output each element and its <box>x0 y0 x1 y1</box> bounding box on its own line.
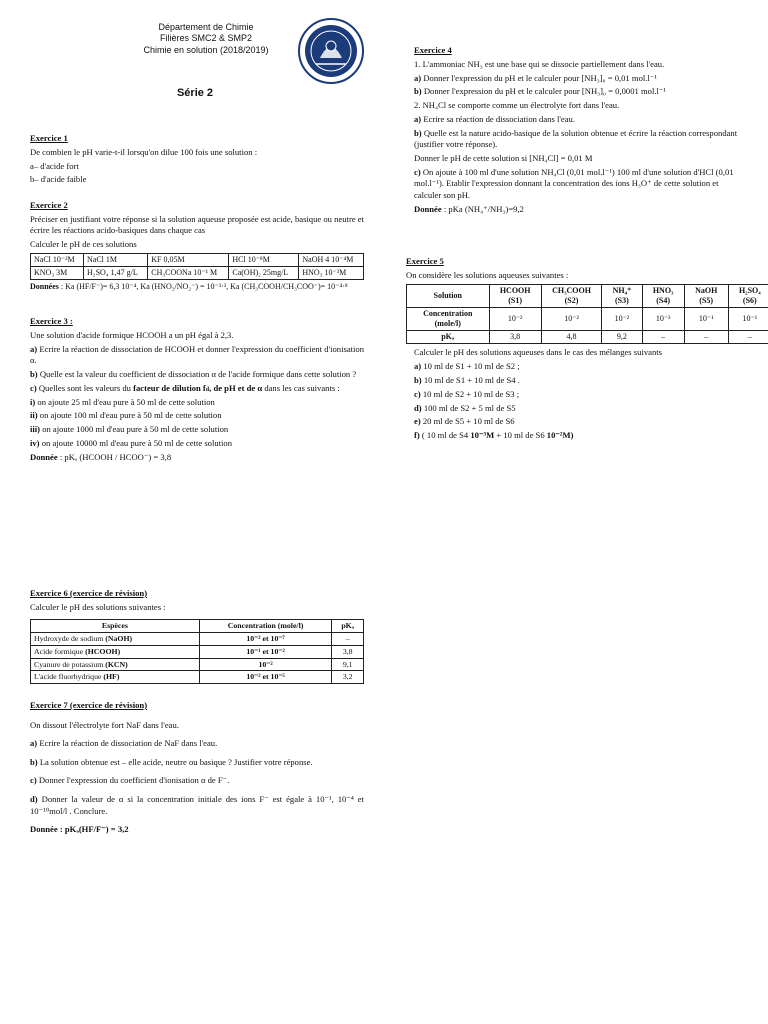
species-name: Cyanure de potassium <box>34 659 104 669</box>
table-cell: 10⁻² <box>199 658 332 671</box>
item-label: ii) <box>30 410 38 421</box>
exercise-2-title: Exercice 2 <box>30 200 68 210</box>
exercise-1-question: De combien le pH varie-t-il lorsqu'on dilue 100 fois une solution : <box>30 146 258 157</box>
data-values: : pKₐ (HCOOH / HCOO⁻) = 3,8 <box>59 451 172 462</box>
item-text: Donner l'expression du pH et le calculer pour [NH₃]₀ = 0,01 mol.l⁻¹ <box>423 72 657 83</box>
item-label: b) <box>414 374 422 385</box>
exercise-5 <box>406 256 761 444</box>
item-label: c) <box>30 382 37 393</box>
item-label: b) <box>414 127 422 138</box>
item-label: a) <box>414 113 422 124</box>
table-cell: 4,8 <box>541 331 601 344</box>
item-text: on ajoute 10000 ml d'eau pure à 50 ml de cette solution <box>41 437 233 448</box>
exercise-3-i <box>30 397 364 409</box>
table-header: Concentration (mole/l) <box>199 620 332 633</box>
item-label: e) <box>414 416 421 427</box>
species-formula: (HCOOH) <box>85 646 121 656</box>
table-cell: 10⁻² et 10⁻⁷ <box>199 633 332 646</box>
exercise-6-title: Exercice 6 (exercice de révision) <box>30 588 148 598</box>
programs: Filières SMC2 & SMP2 <box>159 33 253 44</box>
table-cell: HNO₃ 10⁻³M <box>299 266 364 279</box>
item-text: 20 ml de S5 + 10 ml de S6 <box>422 416 515 427</box>
species-formula: (HF) <box>103 672 120 682</box>
table-header: HNO₃ (S4) <box>642 285 684 308</box>
species-name: Hydroxyde de sodium <box>34 634 104 644</box>
data-values: : Ka (HF/F⁻)= 6,3 10⁻⁴, Ka (HNO₂/NO₂⁻) = 10⁻³·³, Ka (CH₃COOH/CH₃COO⁻)= 10⁻⁴·⁸ <box>60 281 348 291</box>
table-cell: HCl 10⁻⁸M <box>229 253 299 266</box>
table-cell: 10⁻² <box>489 308 541 331</box>
table-cell: 9,1 <box>332 658 364 671</box>
table-row <box>407 331 768 344</box>
exercise-4-c2 <box>414 167 740 202</box>
species-formula: (KCN) <box>105 659 128 669</box>
item-label: iv) <box>30 437 40 448</box>
exercise-5-item-c <box>414 389 742 401</box>
exercise-3-title: Exercice 3 : <box>30 316 73 326</box>
item-text: dans les cas suivants : <box>264 382 340 393</box>
exercise-7-a <box>30 738 364 750</box>
exercise-6-intro: Calculer le pH des solutions suivantes : <box>30 601 166 612</box>
item-label: a) <box>30 343 38 354</box>
table-row <box>31 253 364 266</box>
table-row-label: Concentration (mole/l) <box>407 308 490 331</box>
table-row <box>31 266 364 279</box>
exercise-7-title: Exercice 7 (exercice de révision) <box>30 700 148 710</box>
table-cell: – <box>332 633 364 646</box>
university-logo <box>298 18 364 84</box>
table-cell: 10⁻³ <box>642 308 684 331</box>
item-text: 100 ml de S2 + 5 ml de S5 <box>423 402 516 413</box>
table-header: Espèces <box>31 620 200 633</box>
item-text: on ajoute 100 ml d'eau pure à 50 ml de cette solution <box>39 410 222 421</box>
table-cell: Ca(OH)₂ 25mg/L <box>229 266 299 279</box>
item-label: d) <box>30 793 38 804</box>
table-row <box>31 658 364 671</box>
table-header: pKₐ <box>332 620 364 633</box>
data-values: : pKa (NH₄⁺/NH₃)=9,2 <box>443 203 524 214</box>
exercise-7-c <box>30 775 364 787</box>
item-text: Quelles sont les valeurs du <box>38 382 131 393</box>
exercise-7-data: Donnée : pKₐ(HF/F⁻) = 3,2 <box>30 824 129 835</box>
item-text: Quelle est la valeur du coefficient de dissociation α de l'acide formique dans cette solution ? <box>39 368 357 379</box>
table-cell <box>31 658 200 671</box>
exercise-4-a2 <box>414 114 740 126</box>
table-cell: 10⁻¹ <box>684 308 728 331</box>
table-row <box>31 633 364 646</box>
table-cell: H₂SO₄ 1,47 g/L <box>84 266 148 279</box>
table-cell: – <box>642 331 684 344</box>
exercise-4-data <box>414 204 740 216</box>
table-header: Solution <box>407 285 490 308</box>
table-row <box>31 671 364 684</box>
exercise-3-c: c) Quelles sont les valeurs du facteur de dilution fd, de pH et de α dans les cas suivants : <box>30 382 340 393</box>
item-bold: 10⁻³M <box>470 430 495 441</box>
item-text: on ajoute 1000 ml d'eau pure à 50 ml de cette solution <box>42 424 229 435</box>
exercise-2-data <box>30 282 364 293</box>
table-header: H₂SO₄ (S6) <box>728 285 768 308</box>
item-label: a) <box>30 738 38 749</box>
table-cell: 10⁻¹ <box>728 308 768 331</box>
item-text: 10 ml de S2 + 10 ml de S3 ; <box>422 388 520 399</box>
exercise-7-b <box>30 757 364 769</box>
table-cell: 10⁻² <box>602 308 642 331</box>
data-label: Donnée <box>30 451 58 462</box>
item-label: a) <box>414 72 422 83</box>
exercise-3-data <box>30 452 364 464</box>
table-cell: KF 0,05M <box>148 253 229 266</box>
table-header-row <box>407 285 768 308</box>
item-bold: 10⁻²M) <box>546 430 574 441</box>
exercise-4-line1: 1. L'ammoniac NH₃ est une base qui se dissocie partiellement dans l'eau. <box>414 58 665 69</box>
exercise-5-item-f <box>414 430 742 442</box>
species-formula: (NaOH) <box>105 634 133 644</box>
exercise-6-table <box>30 619 364 684</box>
exercise-4-title: Exercice 4 <box>414 45 452 55</box>
table-cell: 3,8 <box>489 331 541 344</box>
item-text: 10 ml de S1 + 10 ml de S4 . <box>423 374 520 385</box>
exercise-2-calc: Calculer le pH de ces solutions <box>30 239 137 250</box>
exercise-1-item-b: b– d'acide faible <box>30 174 87 185</box>
item-label: c) <box>414 166 421 177</box>
item-label: d) <box>414 402 422 413</box>
table-cell: 3,2 <box>332 671 364 684</box>
item-bold: facteur de dilution f <box>133 382 206 393</box>
item-label: b) <box>30 756 38 767</box>
table-row <box>407 308 768 331</box>
item-text: La solution obtenue est – elle acide, neutre ou basique ? Justifier votre réponse. <box>39 756 313 767</box>
exercise-4-b1 <box>414 86 740 98</box>
department: Département de Chimie <box>158 22 254 32</box>
exercise-2-question: Préciser en justifiant votre réponse si la solution aqueuse proposée est acide, basique ou neutre et écrire les réactions acido-basiques dans chaque cas <box>30 213 364 236</box>
exercise-1 <box>30 133 364 188</box>
exercise-2-table <box>30 253 364 280</box>
exercise-5-item-b <box>414 375 742 387</box>
table-cell: KNO₃ 3M <box>31 266 84 279</box>
exercise-3-intro: Une solution d'acide formique HCOOH a un pH égal à 2,3. <box>30 329 234 340</box>
table-cell: NaOH 4 10⁻⁴M <box>299 253 364 266</box>
species-name: L'acide fluorhydrique <box>34 672 102 682</box>
exercise-3-a <box>30 344 364 367</box>
table-header: CH₃COOH (S2) <box>541 285 601 308</box>
exercise-3 <box>30 316 364 465</box>
item-label: i) <box>30 396 36 407</box>
item-text: ( 10 ml de S4 <box>421 430 469 441</box>
exercise-5-intro: On considère les solutions aqueuses suivantes : <box>406 269 569 280</box>
exercise-4-b2 <box>414 128 740 151</box>
species-name: Acide formique <box>34 646 84 656</box>
table-cell: CH₃COONa 10⁻¹ M <box>148 266 229 279</box>
exercise-5-table <box>406 284 768 344</box>
item-text: Donner la valeur de α si la concentration initiale des ions F⁻ est égale à 10⁻¹, 10⁻⁴ et 10⁻¹⁰mol/l . Conclure. <box>30 793 364 816</box>
table-cell: 3,8 <box>332 645 364 658</box>
exercise-5-item-a <box>414 361 742 373</box>
exercise-5-item-d <box>414 403 742 415</box>
table-cell <box>31 633 200 646</box>
data-label: Données <box>30 281 59 291</box>
item-text: On ajoute à 100 ml d'une solution NH₄Cl (0,01 mol.l⁻¹) 100 ml d'une solution d'HCl (0,01 mol.l⁻¹). Etablir l'expression donnant la concentration des ions H₃O⁺ de cette solution et calculer son pH. <box>414 166 734 201</box>
exercise-4-line2: 2. NH₄Cl se comporte comme un électrolyte fort dans l'eau. <box>414 100 620 111</box>
data-label: Donnée <box>414 203 442 214</box>
course-title: Chimie en solution (2018/2019) <box>143 44 269 55</box>
table-cell <box>31 671 200 684</box>
exercise-1-item-a: a– d'acide fort <box>30 160 79 171</box>
exercise-5-item-e <box>414 416 742 428</box>
exercise-3-iii <box>30 424 364 436</box>
table-cell: 10⁻² <box>541 308 601 331</box>
table-row-label: pKₐ <box>407 331 490 344</box>
exercise-5-title: Exercice 5 <box>406 256 444 266</box>
table-row <box>31 645 364 658</box>
exercise-3-ii <box>30 410 364 422</box>
exercise-4-a1 <box>414 73 740 85</box>
item-text: Donner l'expression du pH et le calculer pour [NH₃]₀ = 0,0001 mol.l⁻¹ <box>423 86 666 97</box>
item-text: 10 ml de S1 + 10 ml de S2 ; <box>423 361 520 372</box>
item-text: + 10 ml de S6 <box>496 430 545 441</box>
item-label: f) <box>414 430 420 441</box>
document-header <box>96 22 316 56</box>
item-label: b) <box>30 368 38 379</box>
item-label: c) <box>414 388 421 399</box>
exercise-7-intro: On dissout l'électrolyte fort NaF dans l'eau. <box>30 719 179 730</box>
item-label: b) <box>414 86 422 97</box>
table-header-row <box>31 620 364 633</box>
item-text: Donner l'expression du coefficient d'ionisation α de F⁻. <box>38 775 230 786</box>
item-text: Quelle est la nature acido-basique de la solution obtenue et écrire la réaction correspondant (justifier votre réponse). <box>414 127 738 150</box>
table-cell: NaCl 10⁻²M <box>31 253 84 266</box>
series-title: Série 2 <box>176 87 214 99</box>
item-label: a) <box>414 361 422 372</box>
table-cell: 9,2 <box>602 331 642 344</box>
table-header: NH₄⁺ (S3) <box>602 285 642 308</box>
exercise-4-line3: Donner le pH de cette solution si [NH₄Cl] = 0,01 M <box>414 153 593 164</box>
table-cell: – <box>684 331 728 344</box>
exercise-3-b <box>30 369 364 381</box>
item-text: Ecrire la réaction de dissociation de NaF dans l'eau. <box>39 738 218 749</box>
table-cell <box>31 645 200 658</box>
exercise-5-calc: Calculer le pH des solutions aqueuses dans le cas des mélanges suivants <box>414 347 662 358</box>
table-cell: NaCl 1M <box>84 253 148 266</box>
item-label: iii) <box>30 424 41 435</box>
item-text: Ecrire la réaction de dissociation de HCOOH et donner l'expression du coefficient d'ionisation α. <box>30 343 365 366</box>
table-header: HCOOH (S1) <box>489 285 541 308</box>
table-cell: – <box>728 331 768 344</box>
exercise-6 <box>30 588 364 684</box>
item-label: c) <box>30 775 37 786</box>
exercise-7 <box>30 700 364 838</box>
exercise-3-iv <box>30 438 364 450</box>
item-bold: , de pH et de α <box>209 382 263 393</box>
item-text: on ajoute 25 ml d'eau pure à 50 ml de cette solution <box>37 396 215 407</box>
exercise-2 <box>30 200 364 295</box>
table-cell: 10⁻² et 10⁻⁵ <box>199 671 332 684</box>
exercise-7-d <box>30 794 364 817</box>
exercise-4 <box>414 45 740 218</box>
table-header: NaOH (S5) <box>684 285 728 308</box>
table-cell: 10⁻¹ et 10⁻² <box>199 645 332 658</box>
item-text: Ecrire sa réaction de dissociation dans l'eau. <box>423 113 575 124</box>
exercise-1-title: Exercice 1 <box>30 133 68 143</box>
